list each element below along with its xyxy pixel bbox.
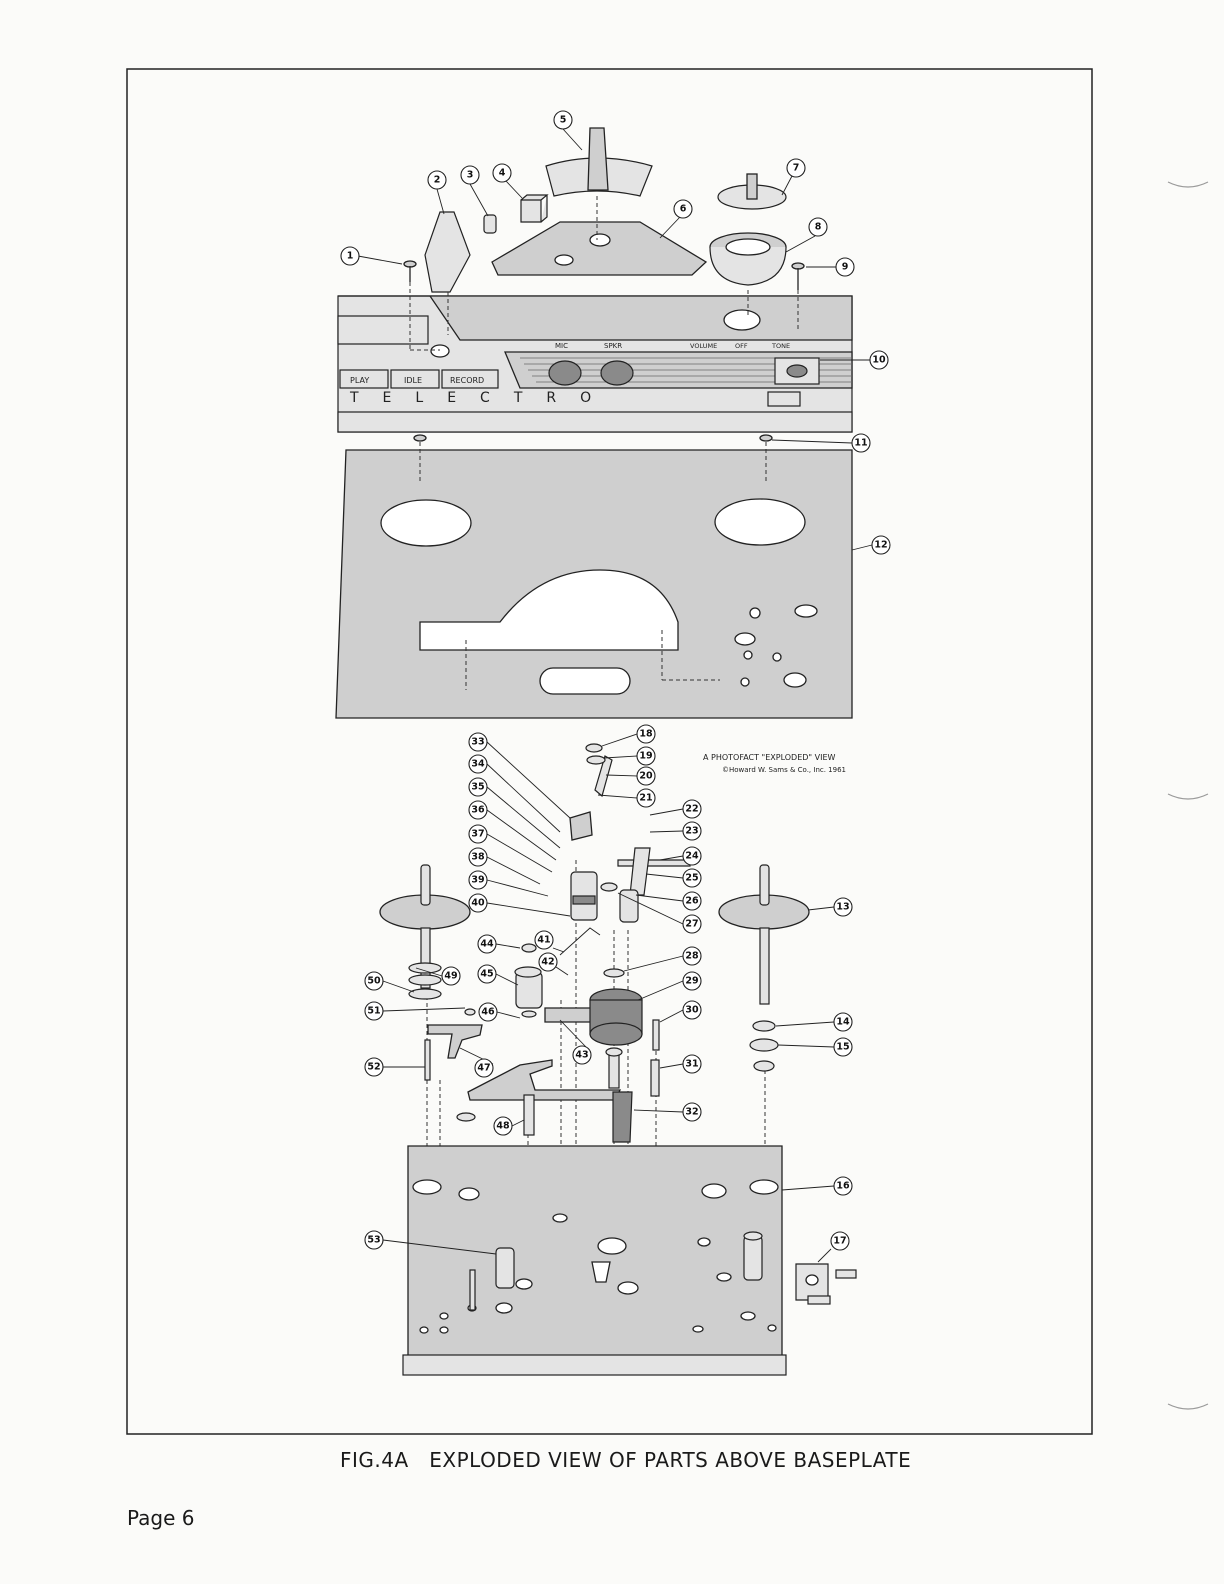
callout-46 (479, 1003, 497, 1021)
label-off: OFF (735, 342, 748, 350)
svg-text:36: 36 (471, 804, 485, 816)
callout-12 (872, 536, 890, 554)
brand-name: TELECTRO (350, 390, 616, 406)
front-panel (338, 296, 852, 432)
label-tone: TONE (772, 342, 791, 350)
svg-text:10: 10 (872, 354, 886, 366)
callout-48 (494, 1117, 512, 1135)
callout-41 (535, 931, 553, 949)
callout-39 (469, 871, 487, 889)
screw-9 (792, 263, 804, 290)
label-record: RECORD (450, 376, 485, 385)
callout-31 (683, 1055, 701, 1073)
callout-33 (469, 733, 487, 751)
svg-text:19: 19 (639, 750, 653, 762)
svg-text:37: 37 (471, 828, 485, 840)
svg-text:34: 34 (471, 758, 485, 770)
svg-text:2: 2 (433, 174, 441, 186)
svg-text:13: 13 (836, 901, 850, 913)
svg-text:7: 7 (792, 162, 800, 174)
small-knob (484, 215, 496, 233)
callout-53 (365, 1231, 383, 1249)
svg-text:42: 42 (541, 956, 555, 968)
svg-text:20: 20 (639, 770, 653, 782)
callout-32 (683, 1103, 701, 1121)
svg-text:30: 30 (685, 1004, 699, 1016)
svg-text:35: 35 (471, 781, 485, 793)
callout-21 (637, 789, 655, 807)
callout-28 (683, 947, 701, 965)
callout-37 (469, 825, 487, 843)
callout-36 (469, 801, 487, 819)
screw-1 (404, 261, 416, 282)
callout-16 (834, 1177, 852, 1195)
svg-text:3: 3 (466, 169, 474, 181)
callout-45 (478, 965, 496, 983)
svg-text:29: 29 (685, 975, 699, 987)
svg-text:22: 22 (685, 803, 699, 815)
svg-text:4: 4 (498, 167, 506, 179)
callout-13 (834, 898, 852, 916)
callout-19 (637, 747, 655, 765)
spkr-jack (601, 361, 633, 385)
callout-44 (478, 935, 496, 953)
svg-text:33: 33 (471, 736, 485, 748)
page-number: Page 6 (127, 1506, 195, 1530)
mode-lever-knob (425, 212, 470, 292)
label-mic: MIC (555, 342, 568, 350)
svg-text:28: 28 (685, 950, 699, 962)
callout-1 (341, 247, 359, 265)
callout-9 (836, 258, 854, 276)
callout-2 (428, 171, 446, 189)
svg-text:12: 12 (874, 539, 888, 551)
escutcheon-plate (492, 222, 706, 275)
svg-text:9: 9 (841, 261, 849, 273)
callout-11 (852, 434, 870, 452)
callout-3 (461, 166, 479, 184)
svg-text:44: 44 (480, 938, 494, 950)
svg-text:47: 47 (477, 1062, 491, 1074)
callout-25 (683, 869, 701, 887)
callout-42 (539, 953, 557, 971)
callout-50 (365, 972, 383, 990)
svg-text:51: 51 (367, 1005, 381, 1017)
callout-29 (683, 972, 701, 990)
mic-jack (549, 361, 581, 385)
binder-holes (1168, 182, 1208, 1409)
svg-text:6: 6 (679, 203, 687, 215)
callout-8 (809, 218, 827, 236)
svg-text:41: 41 (537, 934, 551, 946)
svg-text:11: 11 (854, 437, 868, 449)
callout-35 (469, 778, 487, 796)
callout-26 (683, 892, 701, 910)
svg-text:43: 43 (575, 1049, 589, 1061)
svg-text:45: 45 (480, 968, 494, 980)
svg-text:23: 23 (685, 825, 699, 837)
callout-15 (834, 1038, 852, 1056)
label-idle: IDLE (404, 376, 423, 385)
label-play: PLAY (350, 376, 370, 385)
callout-23 (683, 822, 701, 840)
callout-20 (637, 767, 655, 785)
callout-5 (554, 111, 572, 129)
callout-27 (683, 915, 701, 933)
svg-text:5: 5 (559, 114, 567, 126)
cube-knob (521, 195, 547, 222)
photofact-credit (703, 753, 846, 774)
callout-24 (683, 847, 701, 865)
callout-6 (674, 200, 692, 218)
figure-caption: FIG.4A EXPLODED VIEW OF PARTS ABOVE BASEPLATE (340, 1448, 912, 1472)
callout-18 (637, 725, 655, 743)
svg-text:50: 50 (367, 975, 381, 987)
callout-49 (442, 967, 460, 985)
callout-17 (831, 1232, 849, 1250)
svg-text:27: 27 (685, 918, 699, 930)
credit-line-2: ©Howard W. Sams & Co., Inc. 1961 (722, 766, 846, 774)
label-spkr: SPKR (604, 342, 623, 350)
svg-text:17: 17 (833, 1235, 847, 1247)
svg-text:25: 25 (685, 872, 699, 884)
callout-40 (469, 894, 487, 912)
svg-text:31: 31 (685, 1058, 699, 1070)
screws-11 (414, 435, 772, 441)
callout-47 (475, 1059, 493, 1077)
callout-10 (870, 351, 888, 369)
callout-14 (834, 1013, 852, 1031)
baseplate (403, 1146, 786, 1375)
brand-badge (768, 392, 800, 406)
svg-text:38: 38 (471, 851, 485, 863)
credit-line-1: A PHOTOFACT "EXPLODED" VIEW (703, 753, 836, 762)
svg-text:15: 15 (836, 1041, 850, 1053)
svg-text:46: 46 (481, 1006, 495, 1018)
svg-text:26: 26 (685, 895, 699, 907)
control-knobs-group (404, 128, 804, 292)
svg-text:49: 49 (444, 970, 458, 982)
svg-text:14: 14 (836, 1016, 850, 1028)
bracket-17 (796, 1264, 856, 1304)
callout-30 (683, 1001, 701, 1019)
svg-text:1: 1 (346, 250, 354, 262)
svg-text:48: 48 (496, 1120, 510, 1132)
callout-51 (365, 1002, 383, 1020)
callout-7 (787, 159, 805, 177)
label-volume: VOLUME (690, 342, 718, 350)
svg-text:24: 24 (685, 850, 699, 862)
svg-text:16: 16 (836, 1180, 850, 1192)
svg-text:52: 52 (367, 1061, 381, 1073)
svg-text:40: 40 (471, 897, 485, 909)
pointer-blade (588, 128, 608, 190)
callout-22 (683, 800, 701, 818)
svg-text:53: 53 (367, 1234, 381, 1246)
callout-43 (573, 1046, 591, 1064)
mounting-plate (336, 450, 852, 718)
svg-text:21: 21 (639, 792, 653, 804)
svg-text:18: 18 (639, 728, 653, 740)
svg-text:39: 39 (471, 874, 485, 886)
svg-text:8: 8 (814, 221, 822, 233)
callout-4 (493, 164, 511, 182)
callout-34 (469, 755, 487, 773)
callout-38 (469, 848, 487, 866)
svg-text:32: 32 (685, 1106, 699, 1118)
callout-52 (365, 1058, 383, 1076)
